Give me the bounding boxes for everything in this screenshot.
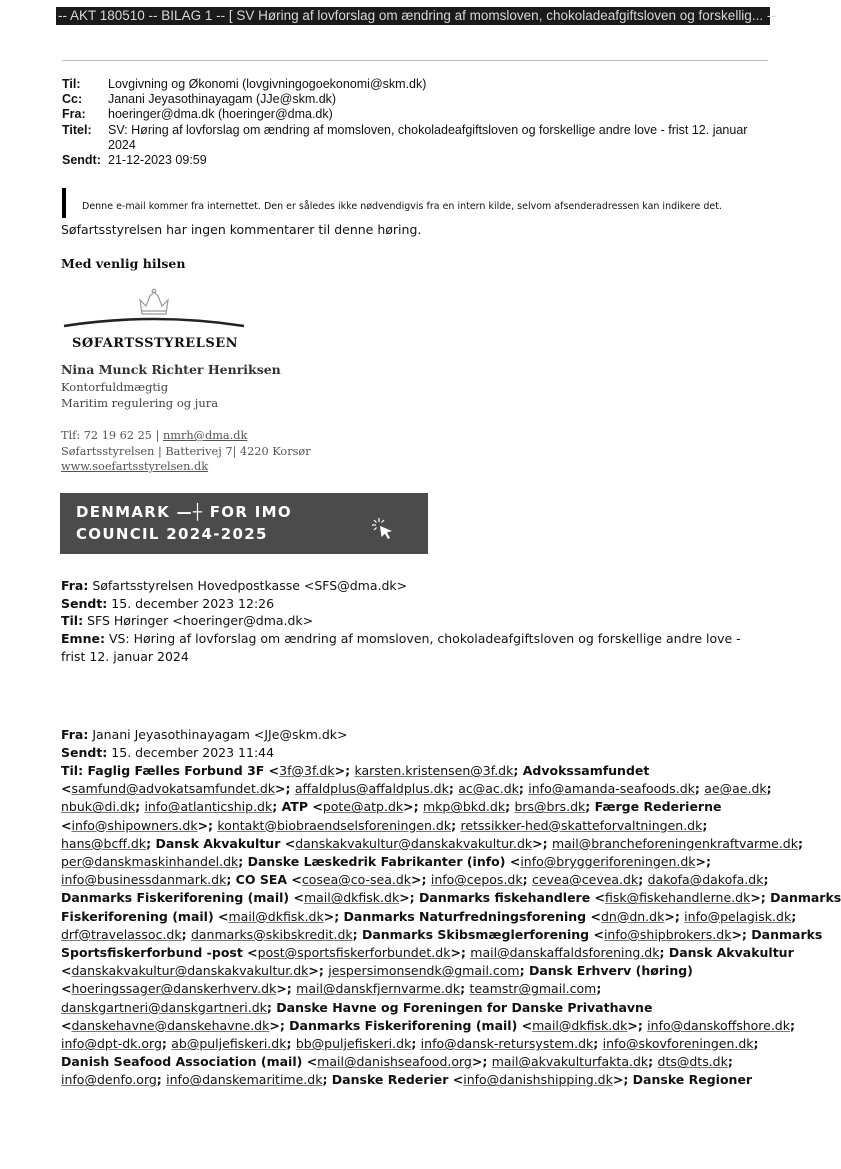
email-address-link[interactable]: karsten.kristensen@3f.dk bbox=[354, 763, 514, 778]
header-row-title: Titel: SV: Høring af lovforslag om ændring af momsloven, chokoladeafgiftsloven og forskellige andre love - frist 12. januar 2024 bbox=[62, 122, 748, 152]
email-address-link[interactable]: info@atlanticship.dk bbox=[144, 799, 273, 815]
email-header bbox=[62, 77, 762, 168]
email-address-link[interactable]: info@dansk-retursystem.dk bbox=[420, 1036, 594, 1052]
email-address-link[interactable]: danskgartneri@danskgartneri.dk bbox=[61, 999, 267, 1015]
document-stamp-bar: -- AKT 180510 -- BILAG 1 -- [ SV Høring af lovforslag om ændring af momsloven, chokoladeafgiftsloven og forskellig... -- bbox=[58, 8, 776, 23]
email-address-link[interactable]: cevea@cevea.dk bbox=[531, 872, 639, 888]
email-address-link[interactable]: danskehavne@danskehavne.dk bbox=[71, 1017, 270, 1033]
email-address-link[interactable]: 3f@3f.dk bbox=[279, 763, 335, 778]
email-address-link[interactable]: affaldplus@affaldplus.dk bbox=[294, 781, 449, 797]
email-address-link[interactable]: dakofa@dakofa.dk bbox=[647, 872, 764, 888]
fwd2-sent: Sendt: 15. december 2023 11:44 bbox=[61, 744, 275, 760]
recipient-line: info@denfo.org; info@danskemaritime.dk; Danske Rederier <info@danishshipping.dk>; Danske Regioner bbox=[61, 1072, 753, 1088]
email-address-link[interactable]: per@danskmaskinhandel.dk bbox=[61, 854, 239, 870]
cursor-icon bbox=[371, 517, 397, 543]
email-address-link[interactable]: info@dpt-dk.org bbox=[61, 1036, 162, 1052]
to-label: Til: bbox=[61, 763, 88, 778]
recipient-line: Danmarks Fiskeriforening (mail) <mail@dkfisk.dk>; Danmarks fiskehandlere <fisk@fiskehandlerne.dk>; Danmarks bbox=[61, 890, 841, 906]
recipient-line: <danskakvakultur@danskakvakultur.dk>; jespersimonsendk@gmail.com; Dansk Erhverv (høring) bbox=[61, 963, 693, 979]
email-address-link[interactable]: info@pelagisk.dk bbox=[684, 908, 792, 924]
email-address-link[interactable]: info@amanda-seafoods.dk bbox=[528, 781, 695, 797]
recipient-line: <danskehavne@danskehavne.dk>; Danmarks Fiskeriforening (mail) <mail@dkfisk.dk>; info@danskoffshore.dk; bbox=[61, 1017, 795, 1033]
email-address-link[interactable]: drf@travelassoc.dk bbox=[61, 926, 182, 942]
email-address-link[interactable]: info@shipowners.dk bbox=[71, 817, 198, 833]
email-address-link[interactable]: bb@puljefiskeri.dk bbox=[295, 1036, 412, 1052]
banner-line-1: DENMARK —┼ FOR IMO bbox=[76, 503, 292, 521]
recipient-line: <hoeringssager@danskerhverv.dk>; mail@danskfjernvarme.dk; teamstr@gmail.com; bbox=[61, 981, 602, 997]
agency-logo-text: SØFARTSSTYRELSEN bbox=[72, 336, 238, 351]
email-address-link[interactable]: samfund@advokatsamfundet.dk bbox=[71, 781, 275, 797]
email-address-link[interactable]: mail@danishseafood.org bbox=[317, 1054, 472, 1070]
email-address-link[interactable]: mail@akvakulturfakta.dk bbox=[491, 1054, 649, 1070]
recipient-line: nbuk@di.dk; info@atlanticship.dk; ATP <pote@atp.dk>; mkp@bkd.dk; brs@brs.dk; Færge Rederierne bbox=[61, 799, 722, 815]
email-address-link[interactable]: mail@dkfisk.dk bbox=[303, 890, 400, 906]
banner-line-2: COUNCIL 2024-2025 bbox=[76, 525, 268, 543]
recipient-line: hans@bcff.dk; Dansk Akvakultur <danskakvakultur@danskakvakultur.dk>; mail@brancheforeningenkraftvarme.dk; bbox=[61, 835, 803, 851]
email-address-link[interactable]: info@businessdanmark.dk bbox=[61, 872, 227, 888]
email-address-link[interactable]: post@sportsfiskerforbundet.dk bbox=[257, 945, 451, 961]
forward-header-2 bbox=[61, 726, 766, 761]
fwd2-from: Fra: Janani Jeyasothinayagam <JJe@skm.dk> bbox=[61, 727, 348, 742]
recipient-line: <samfund@advokatsamfundet.dk>; affaldplus@affaldplus.dk; ac@ac.dk; info@amanda-seafoods.dk; ae@ae.dk; bbox=[61, 781, 772, 797]
recipient-line: per@danskmaskinhandel.dk; Danske Læskedrik Fabrikanter (info) <info@bryggeriforeningen.dk>; bbox=[61, 854, 711, 870]
email-address-link[interactable]: ac@ac.dk bbox=[458, 781, 519, 797]
recipient-line: Danish Seafood Association (mail) <mail@danishseafood.org>; mail@akvakulturfakta.dk; dts@dts.dk; bbox=[61, 1054, 733, 1070]
email-address-link[interactable]: info@cepos.dk bbox=[430, 872, 523, 888]
fwd1-to: Til: SFS Høringer <hoeringer@dma.dk> bbox=[61, 613, 314, 629]
signer-name: Nina Munck Richter Henriksen bbox=[61, 362, 281, 377]
header-row-from: Fra: hoeringer@dma.dk (hoeringer@dma.dk) bbox=[62, 107, 333, 122]
recipient-line: Til: Faglig Fælles Forbund 3F <3f@3f.dk>; karsten.kristensen@3f.dk; Advokssamfundet bbox=[61, 763, 650, 778]
external-mail-notice: Denne e-mail kommer fra internettet. Den er således ikke nødvendigvis fra en intern kilde, selvom afsenderadressen kan indikere det. bbox=[62, 188, 722, 218]
email-address-link[interactable]: mail@dkfisk.dk bbox=[532, 1017, 628, 1033]
fwd1-subject: Emne: VS: Høring af lovforslag om ændring af momsloven, chokoladeafgiftsloven og forskellige andre love - frist 12. januar 2024 bbox=[61, 631, 741, 664]
email-link[interactable]: nmrh@dma.dk bbox=[163, 429, 248, 442]
imo-council-banner[interactable] bbox=[60, 493, 428, 554]
body-text: Søfartsstyrelsen har ingen kommentarer til denne høring. bbox=[61, 222, 422, 237]
recipient-line: info@dpt-dk.org; ab@puljefiskeri.dk; bb@puljefiskeri.dk; info@dansk-retursystem.dk; info@skovforeningen.dk; bbox=[61, 1036, 759, 1052]
email-address-link[interactable]: info@danskemaritime.dk bbox=[166, 1072, 323, 1088]
email-address-link[interactable]: info@shipbrokers.dk bbox=[603, 926, 732, 942]
email-address-link[interactable]: info@bryggeriforeningen.dk bbox=[520, 854, 696, 870]
address-line: Søfartsstyrelsen | Batterivej 7| 4220 Korsør bbox=[61, 444, 311, 458]
email-address-link[interactable]: ab@puljefiskeri.dk bbox=[171, 1036, 287, 1052]
email-address-link[interactable]: brs@brs.dk bbox=[514, 799, 586, 815]
email-address-link[interactable]: mail@brancheforeningenkraftvarme.dk bbox=[551, 835, 798, 851]
email-address-link[interactable]: hans@bcff.dk bbox=[61, 835, 147, 851]
website-link[interactable]: www.soefartsstyrelsen.dk bbox=[61, 460, 209, 473]
header-row-sent: Sendt: 21-12-2023 09:59 bbox=[62, 153, 207, 168]
email-address-link[interactable]: nbuk@di.dk bbox=[61, 799, 136, 815]
phone-line: Tlf: 72 19 62 25 | nmrh@dma.dk bbox=[61, 429, 248, 442]
email-address-link[interactable]: dn@dn.dk bbox=[600, 908, 665, 924]
email-address-link[interactable]: danmarks@skibskredit.dk bbox=[190, 926, 353, 942]
forward-header-1 bbox=[61, 577, 766, 666]
email-address-link[interactable]: mail@danskaffaldsforening.dk bbox=[470, 945, 660, 961]
fwd1-from: Fra: Søfartsstyrelsen Hovedpostkasse <SFS@dma.dk> bbox=[61, 578, 408, 593]
email-address-link[interactable]: danskakvakultur@danskakvakultur.dk bbox=[295, 835, 533, 851]
email-address-link[interactable]: info@skovforeningen.dk bbox=[602, 1036, 754, 1052]
email-address-link[interactable]: kontakt@biobraendselsforeningen.dk bbox=[217, 817, 452, 833]
header-row-cc: Cc: Janani Jeyasothinayagam (JJe@skm.dk) bbox=[62, 92, 337, 107]
email-address-link[interactable]: pote@atp.dk bbox=[322, 799, 404, 815]
contact-block bbox=[61, 428, 311, 475]
email-address-link[interactable]: fisk@fiskehandlerne.dk bbox=[605, 890, 751, 906]
recipient-line: <info@shipowners.dk>; kontakt@biobraendselsforeningen.dk; retssikker-hed@skatteforvaltningen.dk; bbox=[61, 817, 708, 833]
recipient-line: drf@travelassoc.dk; danmarks@skibskredit.dk; Danmarks Skibsmæglerforening <info@shipbrokers.dk>; Danmarks bbox=[61, 926, 823, 942]
email-address-link[interactable]: dts@dts.dk bbox=[657, 1054, 728, 1070]
email-address-link[interactable]: mkp@bkd.dk bbox=[422, 799, 506, 815]
email-address-link[interactable]: mail@danskfjernvarme.dk bbox=[296, 981, 461, 997]
email-address-link[interactable]: hoeringssager@danskerhverv.dk bbox=[71, 981, 277, 997]
email-address-link[interactable]: retssikker-hed@skatteforvaltningen.dk bbox=[460, 817, 703, 833]
signer-department: Maritim regulering og jura bbox=[61, 396, 219, 410]
recipient-line: Fiskeriforening (mail) <mail@dkfisk.dk>; Danmarks Naturfredningsforening <dn@dn.dk>; info@pelagisk.dk; bbox=[61, 908, 797, 924]
recipient-line: Sportsfiskerforbund -post <post@sportsfiskerforbundet.dk>; mail@danskaffaldsforening.dk; Dansk Akvakultur bbox=[61, 945, 794, 961]
divider bbox=[62, 60, 768, 61]
email-address-link[interactable]: info@danishshipping.dk bbox=[463, 1072, 613, 1088]
email-address-link[interactable]: mail@dkfisk.dk bbox=[228, 908, 324, 924]
email-address-link[interactable]: danskakvakultur@danskakvakultur.dk bbox=[71, 963, 309, 979]
recipient-list bbox=[61, 762, 841, 1090]
email-address-link[interactable]: teamstr@gmail.com bbox=[469, 981, 597, 997]
greeting: Med venlig hilsen bbox=[61, 256, 186, 271]
fwd1-sent: Sendt: 15. december 2023 12:26 bbox=[61, 595, 275, 611]
email-address-link[interactable]: jespersimonsendk@gmail.com bbox=[328, 963, 520, 979]
email-address-link[interactable]: cosea@co-sea.dk bbox=[301, 872, 412, 888]
signature-block bbox=[61, 362, 281, 412]
signer-title: Kontorfuldmægtig bbox=[61, 379, 169, 394]
header-row-to: Til: Lovgivning og Økonomi (lovgivningogoekonomi@skm.dk) bbox=[62, 77, 427, 91]
email-address-link[interactable]: info@denfo.org bbox=[61, 1072, 157, 1088]
email-address-link[interactable]: info@danskoffshore.dk bbox=[647, 1017, 790, 1033]
recipient-line: danskgartneri@danskgartneri.dk; Danske Havne og Foreningen for Danske Privathavne bbox=[61, 999, 653, 1015]
email-address-link[interactable]: ae@ae.dk bbox=[704, 781, 767, 797]
recipient-line: info@businessdanmark.dk; CO SEA <cosea@co-sea.dk>; info@cepos.dk; cevea@cevea.dk; dakofa@dakofa.dk; bbox=[61, 872, 769, 888]
